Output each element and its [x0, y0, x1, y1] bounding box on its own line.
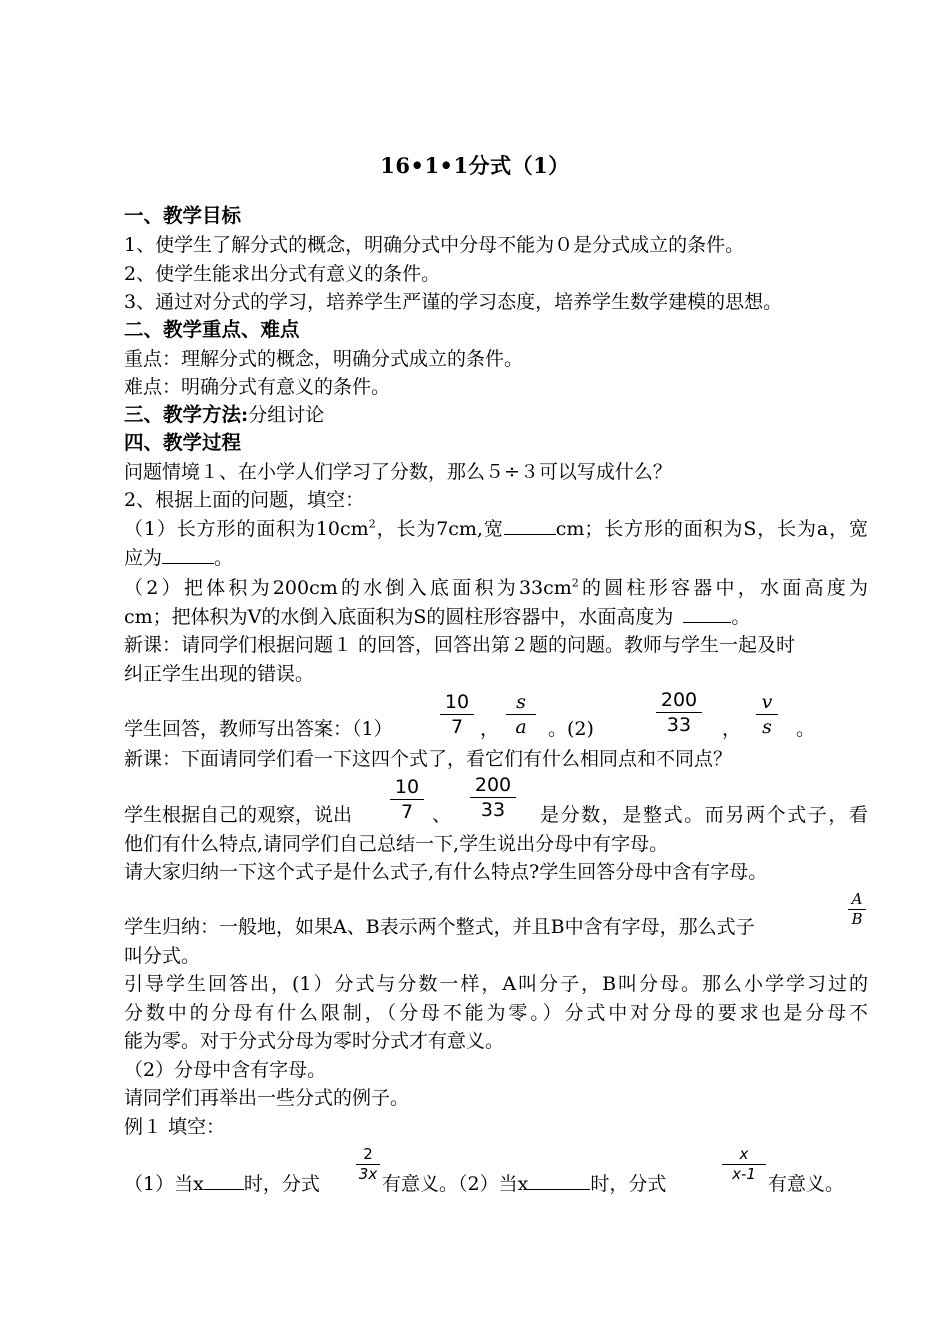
fraction-denominator: 33 — [480, 799, 506, 821]
fraction-bar — [470, 797, 516, 798]
separator: 、 — [432, 804, 452, 826]
fill-blank[interactable] — [528, 1171, 590, 1190]
observation-text: 学生根据自己的观察，说出 — [124, 804, 353, 826]
problem-text: （1）长方形的面积为10cm — [124, 518, 369, 540]
fraction-2-over-3x — [356, 1146, 380, 1183]
more-examples-prompt: 请同学们再举出一些分式的例子。 — [124, 1087, 410, 1109]
summary-prompt: 请大家归纳一下这个式子是什么式子,有什么特点?学生回答分母中含有字母。 — [124, 861, 768, 883]
fraction-numerator: v — [761, 691, 773, 713]
objective-item: 2、使学生能求出分式有意义的条件。 — [124, 263, 441, 285]
problem-text: cm；把体积为V的水倒入底面积为S的圆柱形容器中，水面高度为 — [124, 606, 674, 628]
problem-text: 。 — [214, 547, 234, 569]
fraction-denominator: 7 — [450, 716, 464, 738]
problem-text: 应为 — [124, 547, 163, 569]
example-text: 有意义。 — [768, 1173, 845, 1195]
section-heading-methods: 三、教学方法: — [124, 403, 249, 426]
problem-text: 。 — [731, 606, 751, 628]
guide-line-3: 能为零。对于分式分母为零时分式才有意义。 — [124, 1030, 505, 1052]
fraction-10-over-7 — [440, 691, 474, 738]
fraction-numerator: 2 — [363, 1145, 373, 1163]
fraction-numerator: 200 — [660, 689, 698, 711]
guide-line-4: （2）分母中含有字母。 — [124, 1059, 327, 1081]
fraction-numerator: 10 — [444, 691, 470, 713]
fraction-numerator: s — [516, 691, 526, 713]
fraction-x-over-x-minus-1 — [722, 1146, 766, 1183]
fraction-denominator: 33 — [666, 714, 692, 736]
fill-blank[interactable] — [683, 604, 731, 623]
fraction-s-over-a — [506, 691, 536, 738]
fraction-bar — [656, 712, 702, 713]
fraction-bar — [506, 714, 536, 715]
example-title: 例１ 填空： — [124, 1116, 226, 1138]
superscript: 2 — [571, 576, 579, 590]
comma: ， — [722, 718, 742, 740]
fraction-numerator: 200 — [474, 774, 512, 796]
new-lesson-1-cont: 纠正学生出现的错误。 — [124, 663, 315, 685]
fraction-200-over-33 — [470, 774, 516, 821]
fraction-numerator: x — [739, 1145, 749, 1163]
key-point-text: 重点：理解分式的概念，明确分式成立的条件。 — [124, 348, 524, 370]
example-text: 时，分式 — [243, 1173, 320, 1195]
example-line — [124, 1170, 320, 1198]
fraction-denominator: s — [762, 716, 772, 738]
fraction-denominator: B — [851, 910, 863, 928]
problem-text: cm；长方形的面积为S，长为a，宽 — [555, 518, 868, 540]
fraction-bar — [756, 714, 778, 715]
fraction-v-over-s — [756, 691, 778, 738]
problem-1-line-2 — [124, 544, 868, 572]
answer-text: 。(2) — [548, 718, 594, 740]
new-lesson-1: 新课：请同学们根据问题１ 的回答，回答出第２题的问题。教师与学生一起及时 — [124, 634, 796, 656]
problem-text: （2）把体积为200cm的水倒入底面积为33cm — [124, 577, 572, 599]
methods-text: 分组讨论 — [248, 404, 325, 426]
question-1: 问题情境１、在小学人们学习了分数，那么５÷３可以写成什么？ — [124, 461, 672, 483]
fraction-10-over-7 — [390, 776, 424, 823]
objective-item: 3、通过对分式的学习，培养学生严谨的学习态度，培养学生数学建模的思想。 — [124, 291, 783, 313]
example-text: 有意义。（2）当x — [382, 1173, 529, 1195]
example-line-cont — [382, 1170, 666, 1198]
section-heading-objectives: 一、教学目标 — [124, 204, 242, 227]
fill-blank[interactable] — [504, 516, 556, 535]
fill-blank[interactable] — [162, 545, 214, 564]
fraction-denominator: x-1 — [732, 1165, 756, 1183]
guide-line-2: 分数中的分母有什么限制，（分母不能为零。）分式中对分母的要求也是分母不 — [124, 1002, 868, 1024]
period: 。 — [796, 718, 816, 740]
guide-line-1: 引导学生回答出，(1）分式与分数一样，A叫分子，B叫分母。那么小学学习过的 — [124, 973, 868, 995]
example-text: 时，分式 — [590, 1173, 667, 1195]
problem-text: ，长为7cm,宽 — [375, 518, 504, 540]
fraction-denominator: 3x — [358, 1165, 378, 1183]
problem-text: 的圆柱形容器中，水面高度为 — [578, 577, 868, 599]
definition-cont: 叫分式。 — [124, 945, 201, 967]
section-heading-key-points: 二、教学重点、难点 — [124, 318, 300, 341]
section-methods — [124, 401, 868, 429]
fraction-200-over-33 — [656, 689, 702, 736]
problem-2-line-2 — [124, 603, 868, 631]
question-2: 2、根据上面的问题，填空： — [124, 489, 365, 511]
example-text: （1）当x — [124, 1173, 204, 1195]
problem-1-line — [124, 515, 868, 543]
page-title: 16•1•1分式（1） — [380, 153, 570, 178]
fraction-numerator: A — [851, 890, 863, 908]
fraction-denominator: 7 — [400, 801, 414, 823]
fraction-numerator: 10 — [394, 776, 420, 798]
answer-text: 学生回答，教师写出答案：（1） — [124, 718, 393, 740]
fraction-bar — [440, 714, 474, 715]
superscript: 2 — [368, 517, 376, 531]
fraction-bar — [390, 799, 424, 800]
fraction-denominator: a — [515, 716, 527, 738]
objective-item: 1、使学生了解分式的概念，明确分式中分母不能为０是分式成立的条件。 — [124, 234, 745, 256]
definition-text: 学生归纳：一般地，如果A、B表示两个整式，并且B中含有字母，那么式子 — [124, 916, 755, 938]
section-heading-process: 四、教学过程 — [124, 431, 242, 454]
observation-cont: 他们有什么特点,请同学们自己总结一下,学生说出分母中有字母。 — [124, 833, 669, 855]
fraction-A-over-B — [848, 891, 866, 928]
problem-2-line — [124, 574, 868, 602]
difficulty-text: 难点：明确分式有意义的条件。 — [124, 376, 391, 398]
comma: ， — [480, 718, 500, 740]
new-lesson-2: 新课：下面请同学们看一下这四个式了，看它们有什么相同点和不同点？ — [124, 748, 733, 770]
observation-text: 是分数，是整式。而另两个式子，看 — [540, 804, 868, 826]
fill-blank[interactable] — [204, 1171, 244, 1190]
